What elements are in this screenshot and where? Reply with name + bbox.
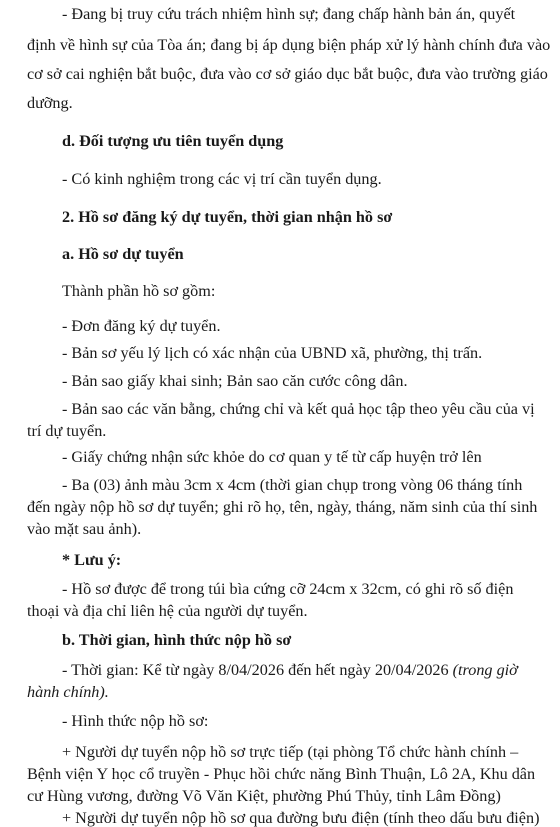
paragraph-line [62,662,518,678]
section-heading: b. Thời gian, hình thức nộp hồ sơ [62,631,292,649]
paragraph-line: - Hình thức nộp hồ sơ: [62,712,209,730]
paragraph-line: - Có kinh nghiệm trong các vị trí cần tuyển dụng. [62,170,382,188]
list-item: - Bản sơ yếu lý lịch có xác nhận của UBND xã, phường, thị trấn. [62,344,483,362]
list-item: trí dự tuyển. [27,422,107,440]
paragraph-line: Thành phần hồ sơ gồm: [62,282,216,300]
paragraph-line: - Đang bị truy cứu trách nhiệm hình sự; đang chấp hành bản án, quyết [62,5,516,23]
list-item: - Bản sao giấy khai sinh; Bản sao căn cước công dân. [62,372,408,390]
list-item: - Đơn đăng ký dự tuyển. [62,317,221,335]
note-title: * Lưu ý: [62,551,122,569]
method-line: + Người dự tuyển nộp hồ sơ trực tiếp (tại phòng Tổ chức hành chính – [62,743,519,761]
list-item: - Ba (03) ảnh màu 3cm x 4cm (thời gian chụp trong vòng 06 tháng tính [62,476,523,494]
list-item: - Giấy chứng nhận sức khỏe do cơ quan y tế từ cấp huyện trở lên [62,448,482,466]
section-heading: 2. Hồ sơ đăng ký dự tuyển, thời gian nhận hồ sơ [62,208,393,226]
method-line: Bệnh viện Y học cổ truyền - Phục hồi chức năng Bình Thuận, Lô 2A, Khu dân [27,765,536,783]
section-heading: d. Đối tượng ưu tiên tuyển dụng [62,132,284,150]
time-italic: hành chính). [27,683,109,701]
time-text: - Thời gian: Kể từ ngày 8/04/2026 đến hết ngày 20/04/2026 [62,661,453,679]
list-item: vào mặt sau ảnh). [27,520,142,538]
paragraph-line: định về hình sự của Tòa án; đang bị áp dụng biện pháp xử lý hành chính đưa vào [27,36,551,54]
list-item: - Bản sao các văn bằng, chứng chỉ và kết quả học tập theo yêu cầu của vị [62,400,535,418]
paragraph-line: cơ sở cai nghiện bắt buộc, đưa vào cơ sở giáo dục bắt buộc, đưa vào trường giáo [27,65,548,83]
method-line: cư Hùng vương, đường Võ Văn Kiệt, phường Phú Thủy, tỉnh Lâm Đồng) [27,787,501,805]
section-heading: a. Hồ sơ dự tuyển [62,245,184,263]
list-item: đến ngày nộp hồ sơ dự tuyển; ghi rõ họ, tên, ngày, tháng, năm sinh của thí sinh [27,498,538,516]
paragraph-line: dưỡng. [27,94,73,112]
note-line: - Hồ sơ được để trong túi bìa cứng cỡ 24cm x 32cm, có ghi rõ số điện [62,580,514,598]
method-line: + Người dự tuyển nộp hồ sơ qua đường bưu điện (tính theo dấu bưu điện) [62,809,540,827]
time-italic: (trong giờ [452,661,518,679]
note-line: thoại và địa chỉ liên hệ của người dự tuyển. [27,602,308,620]
